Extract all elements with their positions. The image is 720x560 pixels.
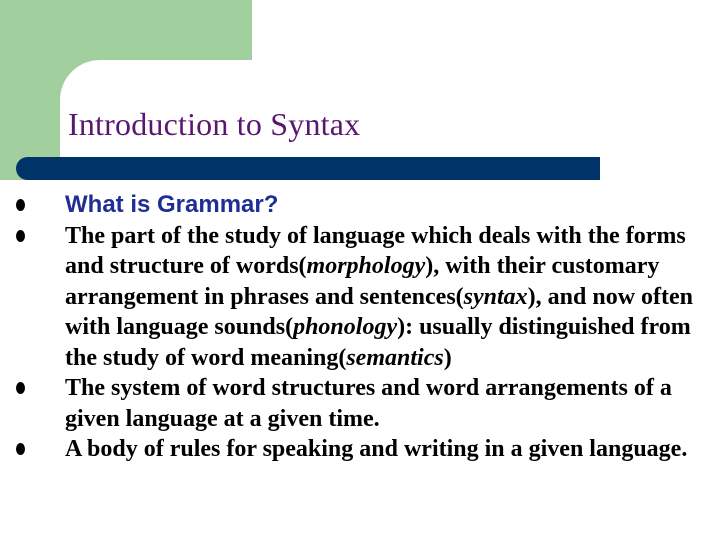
bullet-item [0, 434, 720, 465]
bullet-text: A body of rules for speaking and writing in a given language. [65, 436, 688, 462]
text-run: The part of the study of language which deals with the forms and structure of words( [65, 222, 686, 279]
bullet-dot-icon [16, 230, 25, 242]
bullet-text: What is Grammar? [65, 191, 279, 218]
bullet-text: The system of word structures and word arrangements of a given language at a given time. [65, 375, 672, 432]
title-divider-bar [16, 157, 600, 180]
text-run: ), with their customary arrangement in phrases and sentences( [65, 253, 660, 310]
bullet-item [0, 221, 720, 374]
text-run: ) [443, 344, 452, 371]
bullet-item [0, 373, 720, 434]
text-run: ), and now often with language sounds( [65, 283, 694, 340]
text-run: ): usually distinguished from the study of word meaning( [65, 314, 691, 371]
bullet-dot-icon [16, 382, 25, 394]
bullet-item [0, 190, 720, 221]
term-semantics: semantics [346, 344, 444, 371]
term-syntax: syntax [463, 283, 528, 310]
slide-title: Introduction to Syntax [68, 106, 361, 142]
bullet-dot-icon [16, 443, 25, 455]
bullet-list [0, 190, 720, 465]
term-morphology: morphology [306, 253, 426, 279]
bullet-text [65, 221, 715, 374]
bullet-dot-icon [16, 199, 25, 211]
term-phonology: phonology [293, 314, 398, 340]
